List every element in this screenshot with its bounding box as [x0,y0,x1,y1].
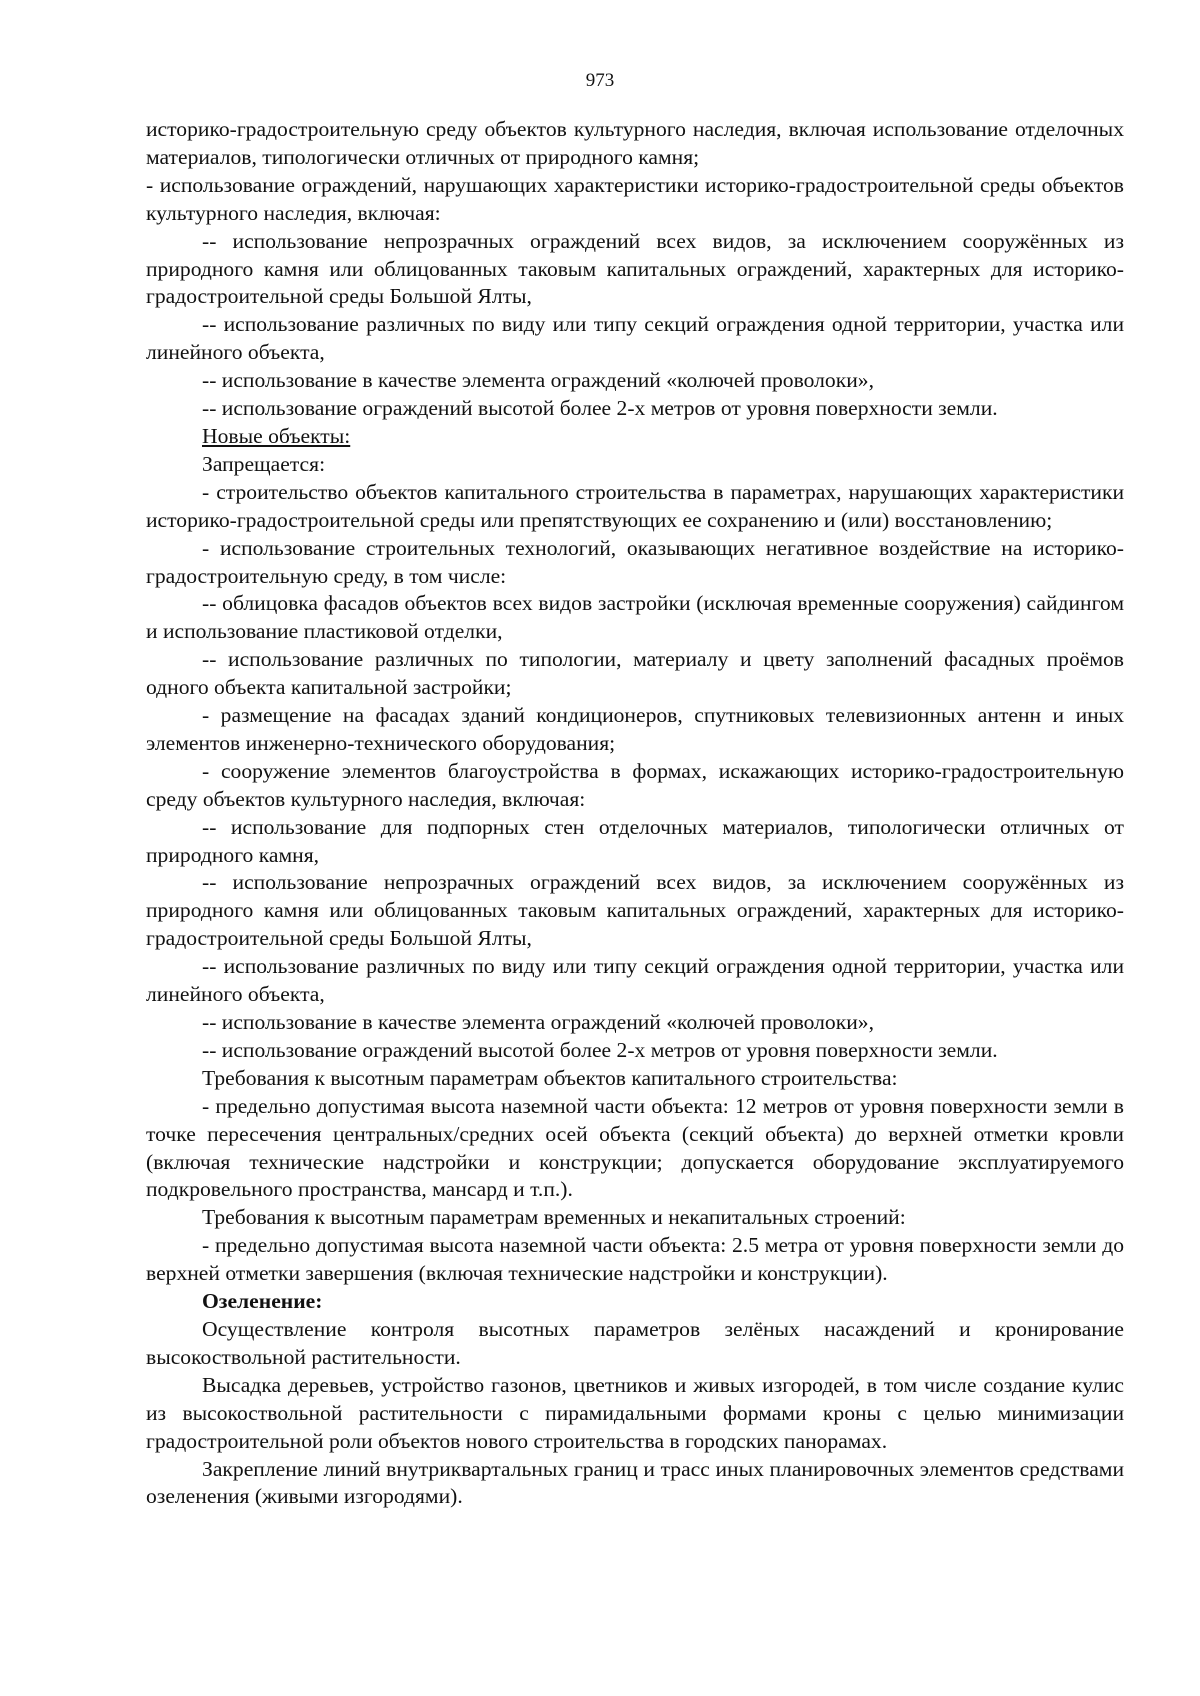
paragraph: -- использование различных по виду или типу секций ограждения одной территории, участка или линейного объекта, [146,312,1124,365]
page-number: 973 [585,70,615,91]
paragraph: - использование строительных технологий, оказывающих негативное воздействие на историко-градостроительную среду, в том числе: [146,535,1124,588]
document-body [146,116,1124,1511]
paragraph: Требования к высотным параметрам временных и некапитальных строений: [202,1205,906,1230]
paragraph: - предельно допустимая высота наземной части объекта: 12 метров от уровня поверхности земли в точке пересечения центральных/средних осей объекта (секций объекта) до верхней отметки кровли (включая технические надстройки и конструкции; допускается оборудование эксплуатируемого подкровельного пространства, мансард и т.п.). [146,1093,1124,1202]
paragraph: -- облицовка фасадов объектов всех видов застройки (исключая временные сооружения) сайдингом и использование пластиковой отделки, [146,591,1124,644]
paragraph: Высадка деревьев, устройство газонов, цветников и живых изгородей, в том числе создание кулис из высокоствольной растительности с пирамидальными формами кроны с целью минимизации градостроительной роли объектов нового строительства в городских панорамах. [146,1372,1124,1453]
paragraph: -- использование ограждений высотой более 2-х метров от уровня поверхности земли. [202,1037,998,1062]
paragraph: - предельно допустимая высота наземной части объекта: 2.5 метра от уровня поверхности земли до верхней отметки завершения (включая технические надстройки и конструкции). [146,1233,1124,1286]
paragraph: Запрещается: [202,451,326,476]
paragraph: - размещение на фасадах зданий кондиционеров, спутниковых телевизионных антенн и иных элементов инженерно-технического оборудования; [146,703,1124,755]
section-heading-landscaping: Озеленение: [202,1289,323,1314]
paragraph: - использование ограждений, нарушающих характеристики историко-градостроительной среды объектов культурного наследия, включая: [146,172,1124,225]
paragraph: -- использование ограждений высотой более 2-х метров от уровня поверхности земли. [202,396,998,421]
paragraph: историко-градостроительную среду объектов культурного наследия, включая использование отделочных материалов, типологически отличных от природного камня; [146,117,1124,169]
paragraph: -- использование различных по типологии, материалу и цвету заполнений фасадных проёмов одного объекта капитальной застройки; [146,647,1124,700]
paragraph: - строительство объектов капитального строительства в параметрах, нарушающих характеристики историко-градостроительной среды или препятствующих ее сохранению и (или) восстановлению; [146,479,1124,532]
paragraph: - сооружение элементов благоустройства в формах, искажающих историко-градостроительную среду объектов культурного наследия, включая: [146,758,1124,811]
section-heading-new-objects: Новые объекты: [202,423,351,448]
paragraph: -- использование непрозрачных ограждений всех видов, за исключением сооружённых из природного камня или облицованных таковым капитальных ограждений, характерных для историко-градостроительной среды Большой Ялты, [146,228,1124,309]
paragraph: Требования к высотным параметрам объектов капитального строительства: [202,1065,898,1090]
paragraph: -- использование в качестве элемента ограждений «колючей проволоки», [202,1010,874,1034]
paragraph: -- использование в качестве элемента ограждений «колючей проволоки», [202,368,874,393]
paragraph: Осуществление контроля высотных параметров зелёных насаждений и кронирование высокоствольной растительности. [146,1316,1124,1369]
paragraph: -- использование для подпорных стен отделочных материалов, типологически отличных от природного камня, [146,814,1124,867]
paragraph: -- использование различных по виду или типу секций ограждения одной территории, участка или линейного объекта, [146,954,1124,1007]
paragraph: Закрепление линий внутриквартальных границ и трасс иных планировочных элементов средствами озеленения (живыми изгородями). [146,1456,1124,1509]
paragraph: -- использование непрозрачных ограждений всех видов, за исключением сооружённых из природного камня или облицованных таковым капитальных ограждений, характерных для историко-градостроительной среды Большой Ялты, [146,870,1124,951]
